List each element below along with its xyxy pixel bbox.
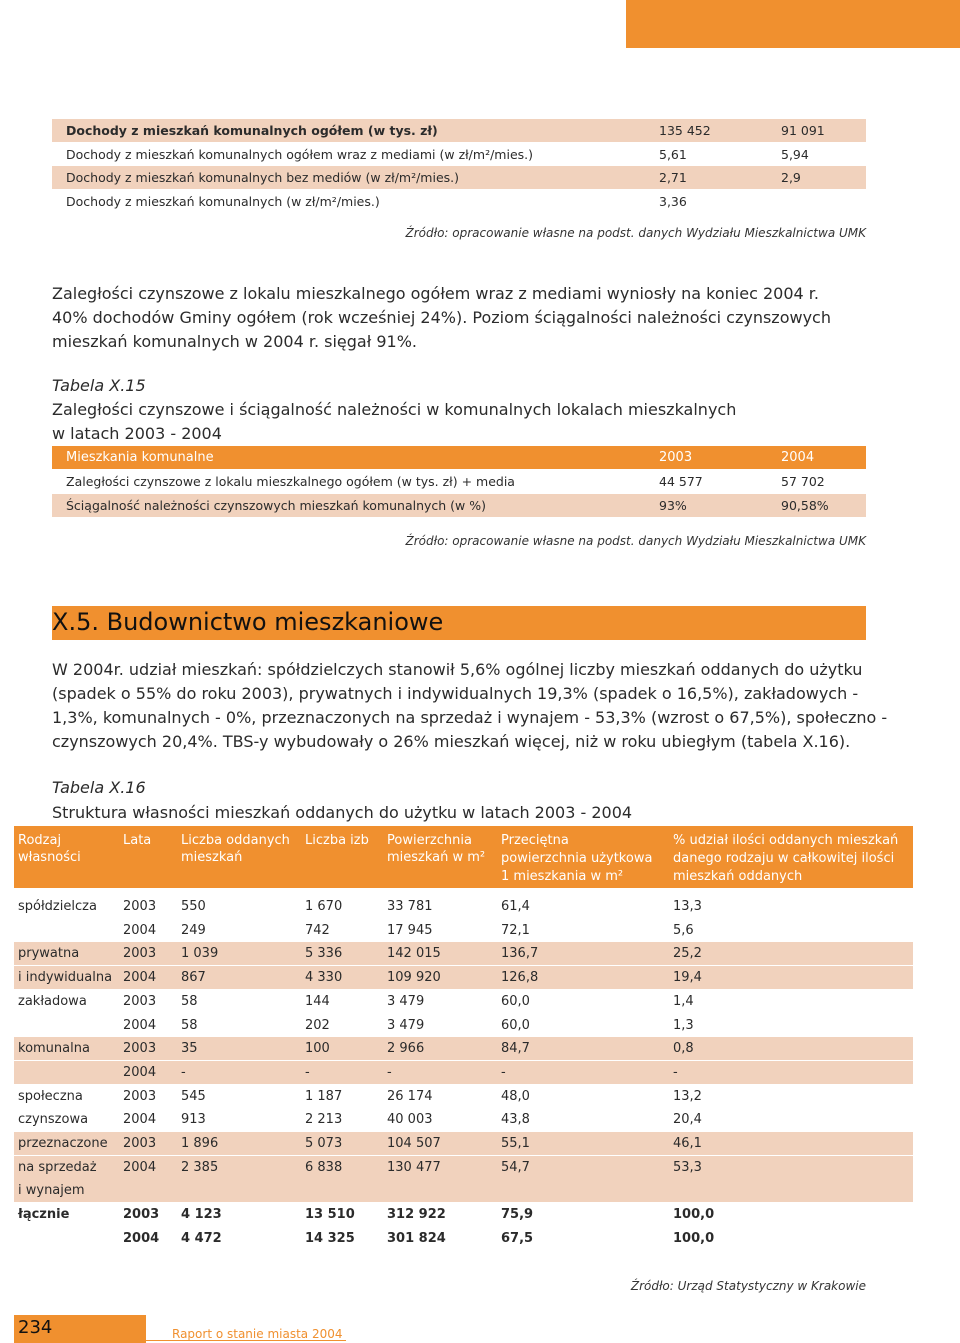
table-row [14, 1037, 913, 1060]
cell-area: 109 920 [387, 970, 441, 986]
table-row [52, 166, 866, 189]
paragraph-line: (spadek o 55% do roku 2003), prywatnych i indywidualnych 19,3% (spadek o 16,5%), zakładowych - [52, 684, 859, 703]
value-2004: 2,9 [781, 170, 801, 185]
cell-count: 1 896 [181, 1136, 219, 1151]
table-header [14, 826, 913, 888]
cell-year: 2003 [123, 1207, 160, 1223]
cell-count: 58 [181, 1017, 198, 1033]
cell-rooms: 100 [305, 1041, 330, 1057]
cell-area: - [387, 1064, 392, 1080]
header-powierzchnia: Powierzchnia mieszkań w m² [387, 833, 486, 865]
row-label: Dochody z mieszkań komunalnych ogółem wraz z mediami (w zł/m²/mies.) [66, 147, 533, 162]
paragraph-budownictwo [52, 658, 887, 754]
paragraph-line: mieszkań komunalnych w 2004 r. sięgał 91%. [52, 332, 417, 351]
cell-rooms: 13 510 [305, 1207, 355, 1223]
cell-year: 2004 [123, 1017, 157, 1033]
table-row [14, 1132, 913, 1155]
cell-share: 13,3 [673, 899, 702, 914]
cell-year: 2003 [123, 1088, 157, 1104]
value-2003: 135 452 [659, 123, 711, 138]
cell-avg: 75,9 [501, 1207, 534, 1223]
cell-area: 312 922 [387, 1207, 446, 1223]
section-heading [52, 606, 866, 640]
table-row [14, 895, 913, 918]
cell-type: i wynajem [18, 1183, 85, 1199]
cell-avg: 60,0 [501, 993, 530, 1009]
cell-type: prywatna [18, 946, 80, 962]
value-2003: 5,61 [659, 147, 687, 162]
cell-area: 2 966 [387, 1041, 425, 1057]
table-title [52, 398, 736, 446]
cell-type: zakładowa [18, 993, 87, 1009]
cell-rooms: 5 336 [305, 946, 343, 962]
cell-rooms: 1 670 [305, 899, 343, 914]
cell-year: 2003 [123, 1041, 157, 1057]
table-row [14, 942, 913, 965]
cell-type: spółdzielcza [18, 899, 97, 914]
header-udzial: % udział ilości oddanych mieszkań danego rodzaju w całkowitej ilości mieszkań oddanych [673, 833, 899, 884]
source-note: Źródło: opracowanie własne na podst. danych Wydziału Mieszkalnictwa UMK [405, 226, 866, 240]
cell-year: 2003 [123, 899, 157, 914]
cell-count: 1 039 [181, 946, 219, 962]
cell-count: 58 [181, 993, 198, 1009]
cell-count: 4 472 [181, 1230, 222, 1246]
cell-avg: 55,1 [501, 1136, 530, 1151]
cell-type: łącznie [18, 1207, 70, 1223]
title-line: Zaległości czynszowe i ściągalność należności w komunalnych lokalach mieszkalnych [52, 400, 737, 419]
cell-rooms: 6 838 [305, 1159, 343, 1175]
cell-avg: 84,7 [501, 1041, 530, 1057]
cell-count: 249 [181, 922, 206, 938]
cell-share: 1,3 [673, 1017, 694, 1033]
row-label: Dochody z mieszkań komunalnych bez mediów (w zł/m²/mies.) [66, 170, 460, 185]
cell-year: 2004 [123, 1064, 157, 1080]
table-row [52, 143, 866, 166]
cell-count: 867 [181, 970, 206, 986]
cell-count: 2 385 [181, 1159, 219, 1175]
cell-avg: - [501, 1064, 506, 1080]
cell-avg: 67,5 [501, 1230, 534, 1246]
cell-type: społeczna [18, 1088, 83, 1104]
row-label: Dochody z mieszkań komunalnych ogółem (w tys. zł) [66, 123, 438, 138]
cell-share: - [673, 1064, 678, 1080]
table-row [52, 190, 866, 213]
cell-count: 913 [181, 1112, 206, 1128]
cell-rooms: 4 330 [305, 970, 343, 986]
table-row [14, 1227, 913, 1250]
cell-share: 100,0 [673, 1230, 715, 1246]
page-number: 234 [18, 1317, 53, 1338]
page-number-box [14, 1315, 146, 1343]
cell-rooms: 1 187 [305, 1088, 343, 1104]
footer-title: Raport o stanie miasta 2004 [172, 1327, 343, 1341]
cell-avg: 48,0 [501, 1088, 530, 1104]
cell-avg: 126,8 [501, 970, 539, 986]
cell-year: 2004 [123, 1159, 157, 1175]
header-rodzaj: Rodzaj własności [18, 833, 81, 865]
cell-type: na sprzedaż [18, 1159, 97, 1175]
cell-share: 1,4 [673, 993, 694, 1009]
cell-type: przeznaczone [18, 1136, 108, 1151]
cell-area: 40 003 [387, 1112, 433, 1128]
cell-rooms: 742 [305, 922, 330, 938]
cell-type: komunalna [18, 1041, 90, 1057]
cell-area: 3 479 [387, 993, 425, 1009]
table-row [14, 1085, 913, 1108]
header-liczba-izb: Liczba izb [305, 833, 369, 848]
source-note: Źródło: Urząd Statystyczny w Krakowie [630, 1279, 866, 1293]
cell-year: 2003 [123, 993, 157, 1009]
cell-count: 545 [181, 1088, 206, 1104]
table-row [14, 1014, 913, 1037]
table-label: Tabela X.16 [52, 778, 146, 797]
cell-area: 3 479 [387, 1017, 425, 1033]
cell-rooms: 202 [305, 1017, 330, 1033]
table-row [14, 1108, 913, 1131]
header-lata: Lata [123, 833, 152, 848]
paragraph-zaleglosci [52, 282, 831, 354]
header-2004: 2004 [781, 450, 815, 465]
table-row [14, 919, 913, 942]
paragraph-line: Zaległości czynszowe z lokalu mieszkalnego ogółem wraz z mediami wyniosły na koniec 2004 r. [52, 284, 819, 303]
cell-share: 0,8 [673, 1041, 694, 1057]
cell-avg: 61,4 [501, 899, 530, 914]
cell-avg: 54,7 [501, 1159, 530, 1175]
table-row [52, 494, 866, 517]
header-2003: 2003 [659, 450, 693, 465]
paragraph-line: 1,3%, komunalnych - 0%, przeznaczonych na sprzedaż i wynajem - 53,3% (wzrost o 67,5%), społeczno - [52, 708, 888, 727]
cell-rooms: - [305, 1064, 310, 1080]
row-label: Dochody z mieszkań komunalnych (w zł/m²/mies.) [66, 194, 380, 209]
cell-area: 130 477 [387, 1159, 441, 1175]
table-label: Tabela X.15 [52, 376, 146, 395]
cell-count: 35 [181, 1041, 198, 1057]
cell-year: 2004 [123, 1112, 157, 1128]
cell-share: 20,4 [673, 1112, 702, 1128]
table-row [14, 1179, 913, 1202]
header-przecietna: Przeciętna powierzchnia użytkowa 1 mieszkania w m² [501, 833, 653, 884]
cell-area: 104 507 [387, 1136, 441, 1151]
header-label: Mieszkania komunalne [66, 450, 214, 465]
cell-avg: 43,8 [501, 1112, 530, 1128]
cell-share: 46,1 [673, 1136, 702, 1151]
cell-area: 26 174 [387, 1088, 433, 1104]
value-2003: 93% [659, 498, 687, 513]
cell-type: czynszowa [18, 1112, 89, 1128]
table-row [14, 1203, 913, 1226]
paragraph-line: czynszowych 20,4%. TBS-y wybudowały o 26% mieszkań więcej, niż w roku ubiegłym (tabela X.16). [52, 732, 851, 751]
table-row [52, 470, 866, 493]
cell-share: 19,4 [673, 970, 702, 986]
value-2003: 44 577 [659, 474, 703, 489]
cell-year: 2003 [123, 946, 157, 962]
cell-share: 53,3 [673, 1159, 702, 1175]
section-title: X.5. Budownictwo mieszkaniowe [52, 608, 444, 636]
paragraph-line: W 2004r. udział mieszkań: spółdzielczych stanowił 5,6% ogólnej liczby mieszkań oddanych do użytku [52, 660, 863, 679]
cell-area: 33 781 [387, 899, 433, 914]
cell-count: 550 [181, 899, 206, 914]
cell-avg: 72,1 [501, 922, 530, 938]
cell-rooms: 14 325 [305, 1230, 355, 1246]
cell-share: 25,2 [673, 946, 702, 962]
value-2003: 2,71 [659, 170, 687, 185]
value-2004: 5,94 [781, 147, 809, 162]
value-2004: 90,58% [781, 498, 829, 513]
header-liczba-mieszkan: Liczba oddanych mieszkań [181, 833, 290, 865]
cell-year: 2004 [123, 970, 157, 986]
table-row [14, 1156, 913, 1179]
paragraph-line: 40% dochodów Gminy ogółem (rok wcześniej 24%). Poziom ściągalności należności czynszowych [52, 308, 831, 327]
title-line: w latach 2003 - 2004 [52, 424, 222, 443]
cell-share: 13,2 [673, 1088, 702, 1104]
cell-share: 100,0 [673, 1207, 715, 1223]
source-note: Źródło: opracowanie własne na podst. danych Wydziału Mieszkalnictwa UMK [405, 534, 866, 548]
table-row [14, 990, 913, 1013]
row-label: Zaległości czynszowe z lokalu mieszkalnego ogółem (w tys. zł) + media [66, 474, 515, 489]
value-2004: 57 702 [781, 474, 825, 489]
cell-avg: 136,7 [501, 946, 539, 962]
cell-rooms: 144 [305, 993, 330, 1009]
table-header [52, 446, 866, 469]
row-label: Ściągalność należności czynszowych mieszkań komunalnych (w %) [66, 498, 487, 513]
table-row [52, 119, 866, 142]
cell-avg: 60,0 [501, 1017, 530, 1033]
cell-share: 5,6 [673, 922, 694, 938]
cell-area: 142 015 [387, 946, 441, 962]
table-row [14, 966, 913, 989]
table-row [14, 1061, 913, 1084]
cell-count: 4 123 [181, 1207, 222, 1223]
table-title: Struktura własności mieszkań oddanych do użytku w latach 2003 - 2004 [52, 803, 633, 822]
value-2003: 3,36 [659, 194, 687, 209]
cell-year: 2004 [123, 922, 157, 938]
cell-rooms: 2 213 [305, 1112, 343, 1128]
cell-year: 2004 [123, 1230, 160, 1246]
cell-area: 17 945 [387, 922, 433, 938]
cell-rooms: 5 073 [305, 1136, 343, 1151]
corner-accent [626, 0, 960, 48]
value-2004: 91 091 [781, 123, 825, 138]
cell-type: i indywidualna [18, 970, 113, 986]
cell-count: - [181, 1064, 186, 1080]
cell-year: 2003 [123, 1136, 157, 1151]
cell-area: 301 824 [387, 1230, 446, 1246]
